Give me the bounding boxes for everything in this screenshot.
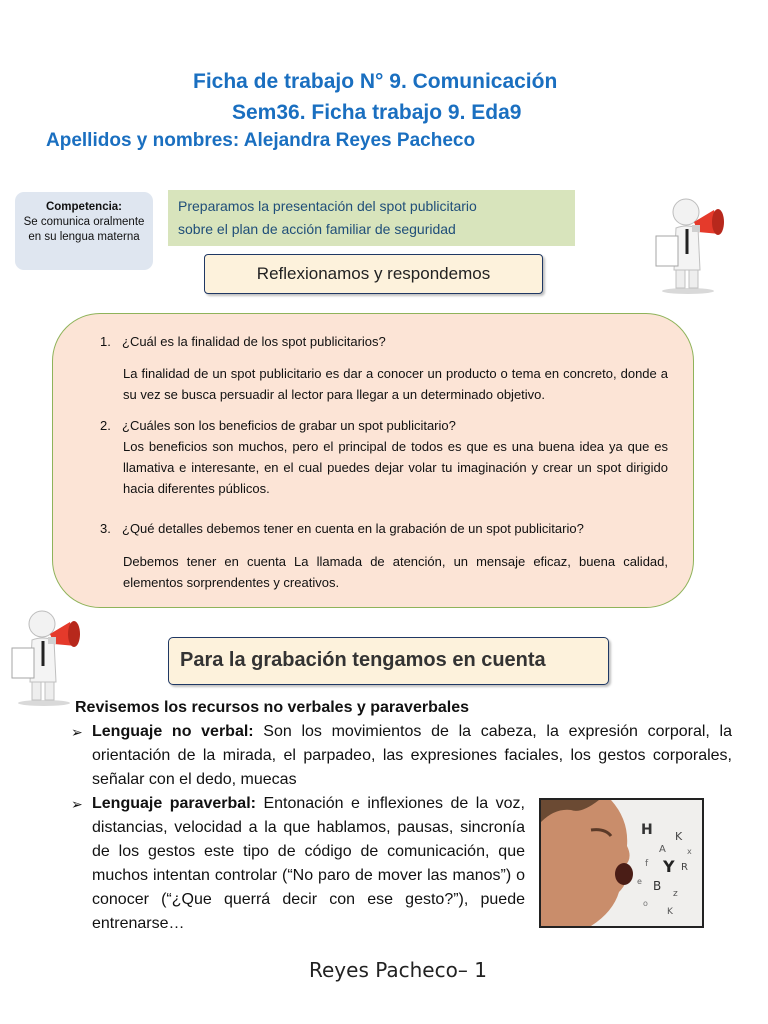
question-text: ¿Cuál es la finalidad de los spot publicitarios? (122, 334, 386, 349)
answer-2: Los beneficios son muchos, pero el principal de todos es que es una buena idea ya que es llamativa e interesante, en el cual puedes dejar volar tu imaginación y crear un spot dirigido hacia diferentes públicos. (123, 439, 668, 496)
footer-page-label: Reyes Pacheco– 1 (309, 958, 487, 982)
question-1 (100, 331, 386, 352)
bullet-text: Son los movimientos de la cabeza, la expresión corporal, la orientación de la mirada, el parpadeo, las expresiones faciales, los gestos corporales, señalar con el dedo, muecas (92, 723, 733, 788)
svg-text:z: z (673, 889, 678, 899)
svg-text:e: e (637, 877, 642, 886)
svg-text:R: R (681, 862, 688, 873)
objective-box (168, 190, 575, 246)
answer-3: Debemos tener en cuenta La llamada de atención, un mensaje eficaz, buena calidad, elementos sorprendentes y creativos. (123, 554, 668, 590)
question-number: 1. (100, 334, 111, 349)
megaphone-figure-icon (648, 192, 732, 296)
arrow-bullet-icon: ➢ (71, 724, 83, 740)
svg-text:B: B (653, 879, 662, 893)
svg-text:x: x (687, 847, 692, 856)
svg-text:K: K (675, 830, 683, 843)
bullet-term: Lenguaje no verbal: (92, 723, 254, 740)
reflexion-heading: Reflexionamos y respondemos (204, 254, 543, 294)
grabacion-heading: Para la grabación tengamos en cuenta (168, 637, 609, 685)
bullet-text: Entonación e inflexiones de la voz, distancias, velocidad a la que hablamos, pausas, sincronía de los gestos este tipo de código de comunicación, que muchos intentan controlar (“No paro de mover las manos”) o conocer (“¿Que querrá decir con ese gesto?”), puede entrenarse… (92, 795, 525, 932)
objective-line-1: Preparamos la presentación del spot publicitario (178, 198, 477, 214)
speaking-face-photo (539, 798, 704, 928)
svg-text:H: H (641, 822, 653, 838)
svg-text:Y: Y (663, 857, 675, 876)
competencia-text: Se comunica oralmente en su lengua materna (23, 216, 145, 243)
student-names: Apellidos y nombres: Alejandra Reyes Pacheco (46, 130, 476, 151)
question-text: ¿Cuáles son los beneficios de grabar un spot publicitario? (122, 418, 456, 433)
svg-text:f: f (645, 859, 649, 869)
bullet-term: Lenguaje paraverbal: (92, 795, 256, 812)
resources-heading: Revisemos los recursos no verbales y paraverbales (75, 699, 469, 716)
megaphone-figure-icon (4, 604, 88, 708)
question-number: 2. (100, 418, 111, 433)
question-3 (100, 518, 584, 539)
title-line-1: Ficha de trabajo N° 9. Comunicación (193, 70, 558, 93)
question-2 (100, 415, 456, 436)
arrow-bullet-icon: ➢ (71, 796, 83, 812)
question-number: 3. (100, 521, 111, 536)
answer-1: La finalidad de un spot publicitario es dar a conocer un producto o tema en concreto, donde a su vez se busca persuadir al lector para llegar a un determinado objetivo. (123, 366, 668, 402)
bullet-paraverbal (71, 792, 525, 936)
question-text: ¿Qué detalles debemos tener en cuenta en la grabación de un spot publicitario? (122, 521, 584, 536)
title-line-2: Sem36. Ficha trabajo 9. Eda9 (232, 101, 522, 124)
competencia-label: Competencia: (45, 201, 123, 213)
svg-text:A: A (659, 844, 666, 855)
svg-text:o: o (643, 899, 648, 908)
svg-text:K: K (667, 907, 673, 917)
competencia-box (15, 192, 153, 270)
bullet-no-verbal (71, 720, 733, 792)
objective-line-2: sobre el plan de acción familiar de seguridad (178, 221, 456, 237)
